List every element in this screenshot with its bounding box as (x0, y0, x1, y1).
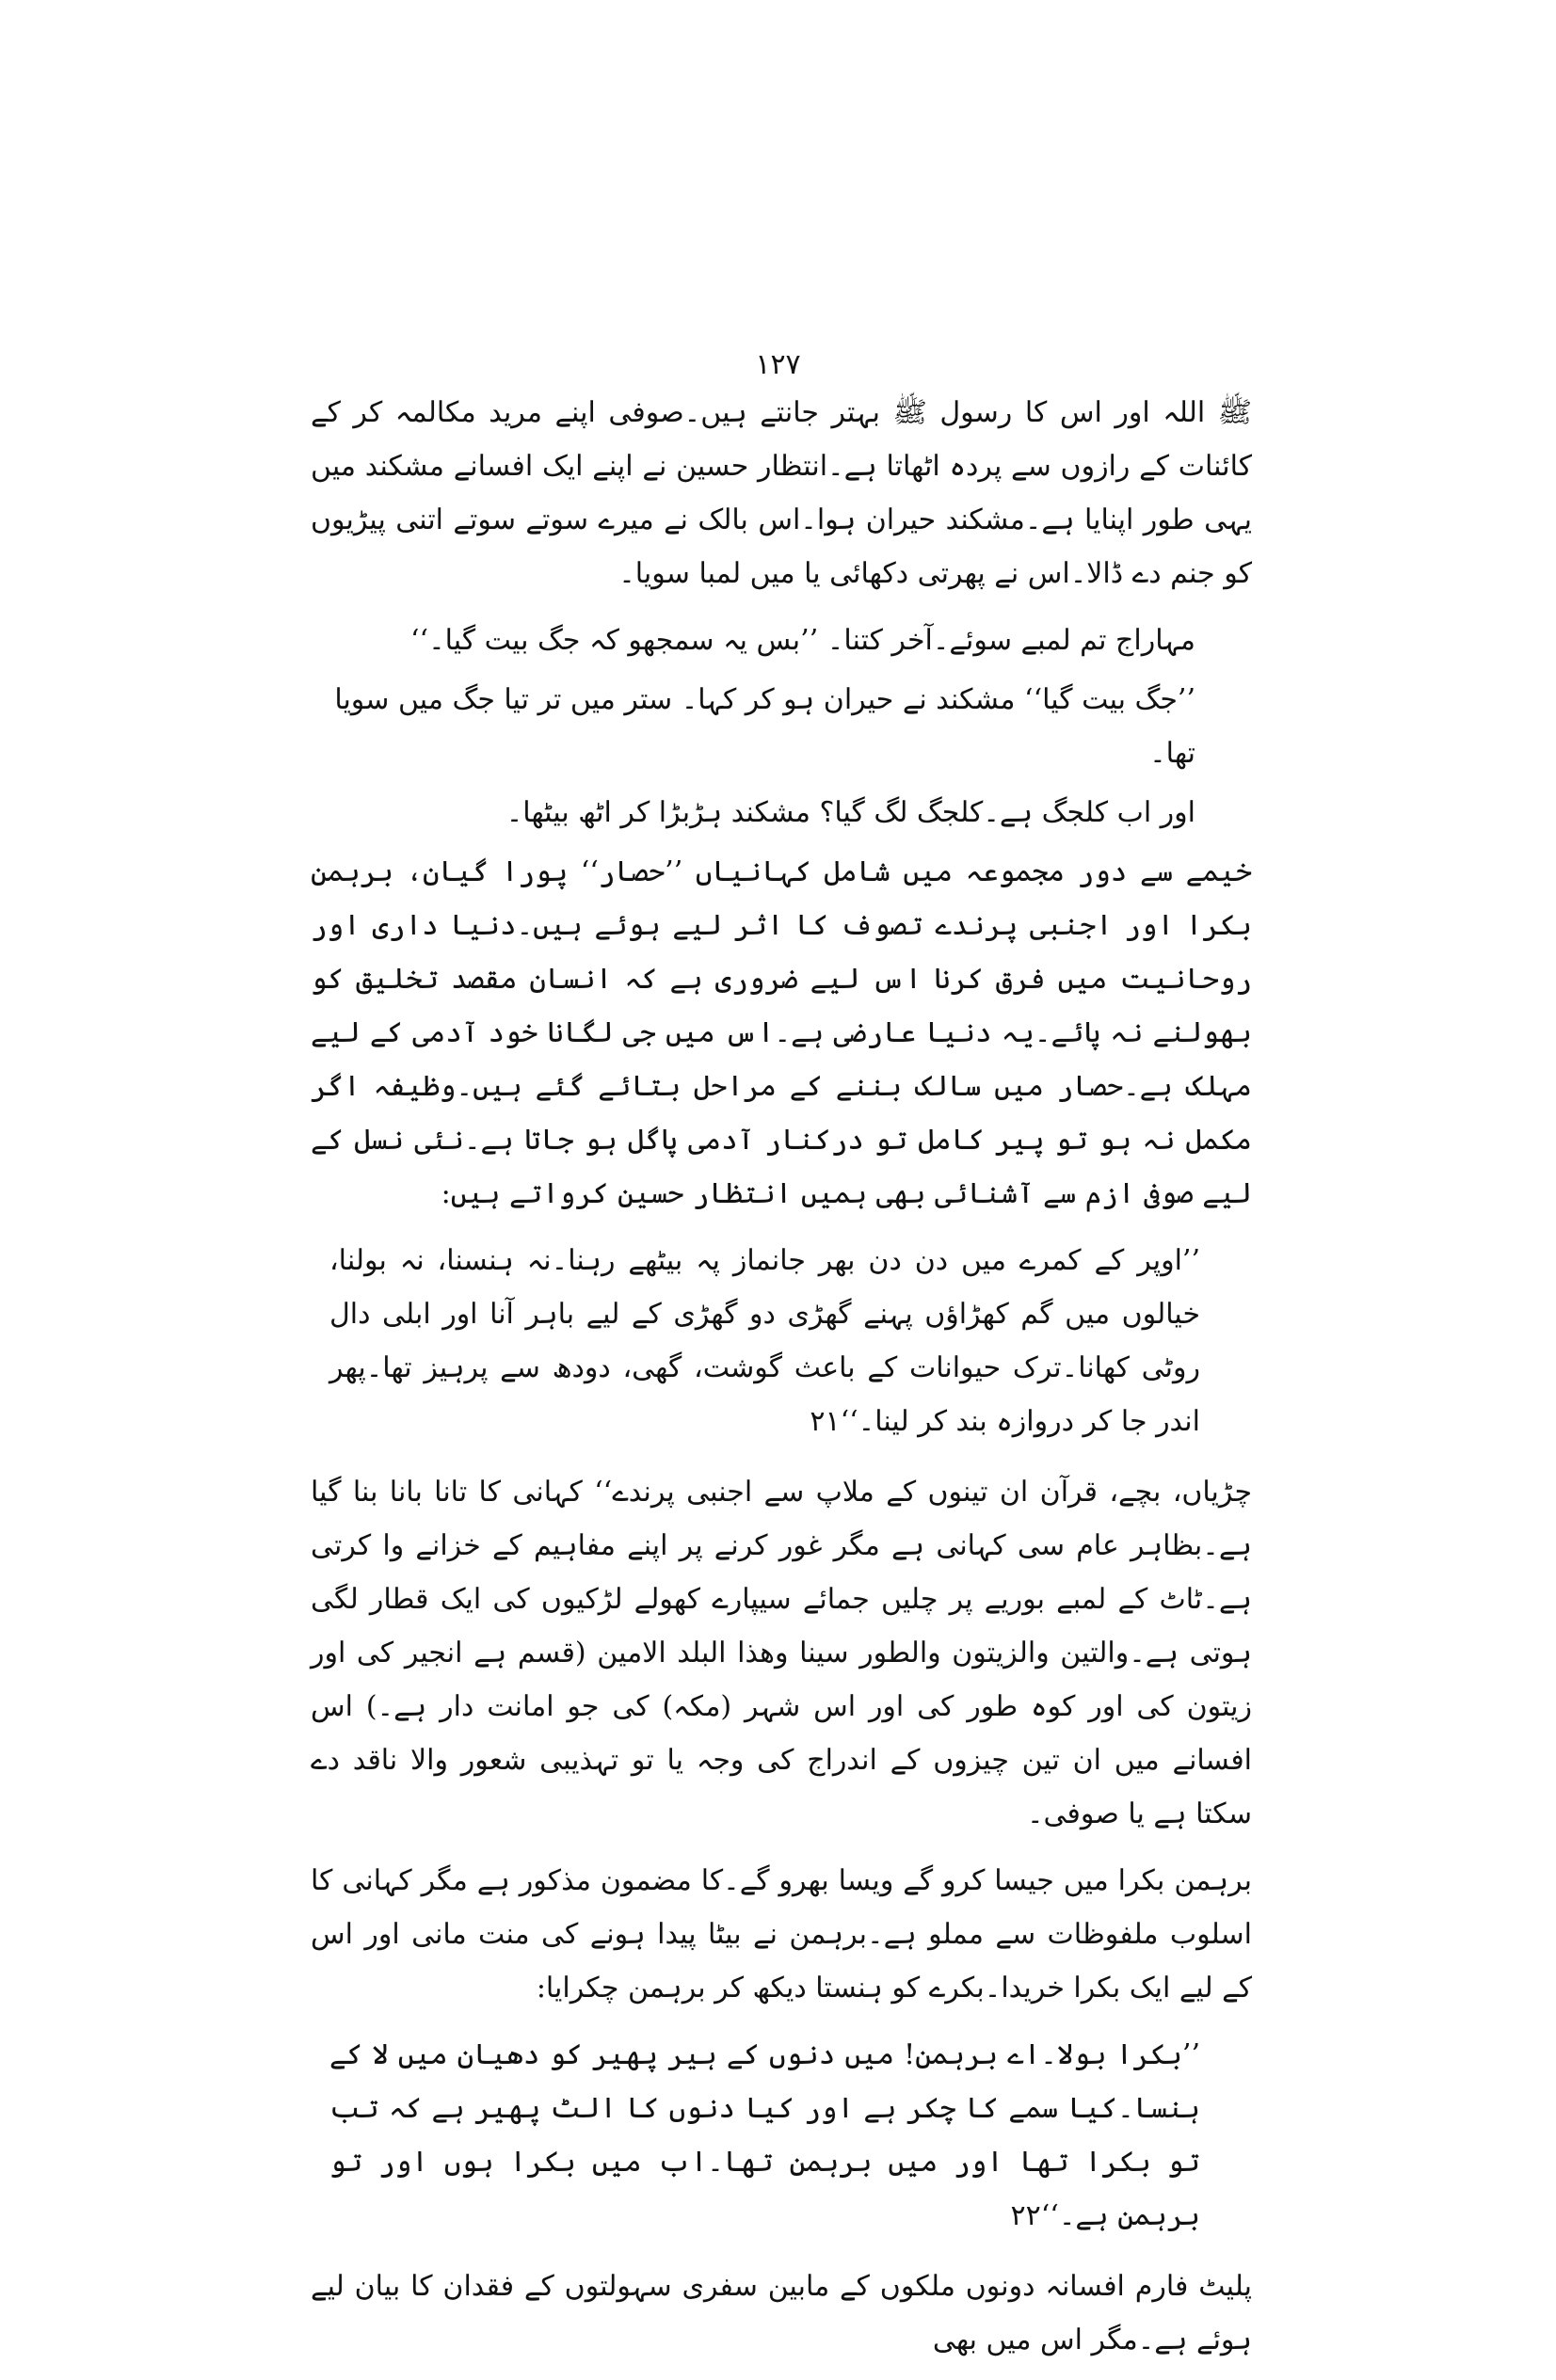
body-paragraph: چڑیاں، بچے، قرآن ان تینوں کے ملاپ سے اجنبی پرندے‘‘ کہانی کا تانا بانا بنا گیا ہے۔بظاہر عام سی کہانی ہے مگر غور کرنے پر اپنے مفاہیم کے خزانے وا کرتی ہے۔ٹاٹ کے لمبے بوریے پر چلیں جمائے سیپارے کھولے لڑکیوں کی ایک قطار لگی ہوتی ہے۔والتین والزیتون والطور سینا وھذا البلد الامین (قسم ہے انجیر کی اور زیتون کی اور کوہ طور کی اور اس شہر (مکہ) کی جو امانت دار ہے۔) اس افسانے میں ان تین چیزوں کے اندراج کی وجہ یا تو تہذیبی شعور والا ناقد دے سکتا ہے یا صوفی۔ (311, 1476, 1252, 1830)
body-paragraph: ﷺ اللہ اور اس کا رسول ﷺ بہتر جانتے ہیں۔صوفی اپنے مرید مکالمہ کر کے کائنات کے رازوں سے پردہ اٹھاتا ہے۔انتظار حسین نے اپنے ایک افسانے مشکند میں یہی طور اپنایا ہے۔مشکند حیران ہوا۔اس بالک نے میرے سوتے سوتے اتنی پیڑیوں کو جنم دے ڈالا۔اس نے پھرتی دکھائی یا میں لمبا سویا۔ (311, 396, 1252, 590)
dialogue-line: اور اب کلجگ ہے۔کلجگ لگ گیا؟ مشکند ہڑبڑا کر اٹھ بیٹھا۔ (505, 796, 1195, 829)
block-quote: ’’بکرا بولا۔اے برہمن! میں دنوں کے ہیر پھیر کو دھیان میں لا کے ہنسا۔کیا سمے کا چکر ہے اور کیا دنوں کا الٹ پھیر ہے کہ تب تو بکرا تھا اور میں برہمن تھا۔اب میں بکرا ہوں اور تو برہمن ہے۔‘‘۲۲ (329, 2038, 1200, 2232)
body-paragraph: خیمے سے دور مجموعہ میں شامل کہانیاں ’’حصار‘‘ پورا گیان، برہمن بکرا اور اجنبی پرندے تصوف کا اثر لیے ہوئے ہیں۔دنیا داری اور روحانیت میں فرق کرنا اس لیے ضروری ہے کہ انسان مقصد تخلیق کو بھولنے نہ پائے۔یہ دنیا عارضی ہے۔اس میں جی لگانا خود آدمی کے لیے مہلک ہے۔حصار میں سالک بننے کے مراحل بتائے گئے ہیں۔وظیفہ اگر مکمل نہ ہو تو پیر کامل تو درکنار آدمی پاگل ہو جاتا ہے۔نئی نسل کے لیے صوفی ازم سے آشنائی بھی ہمیں انتظار حسین کرواتے ہیں: (311, 855, 1252, 1210)
body-paragraph: برہمن بکرا میں جیسا کرو گے ویسا بھرو گے۔کا مضمون مذکور ہے مگر کہانی کا اسلوب ملفوظات سے مملو ہے۔برہمن نے بیٹا پیدا ہونے کی منت مانی اور اس کے لیے ایک بکرا خریدا۔بکرے کو ہنستا دیکھ کر برہمن چکرایا: (311, 1864, 1252, 2005)
dialogue-line: ’’جگ بیت گیا‘‘ مشکند نے حیران ہو کر کہا۔ ستر میں تر تیا جگ میں سویا تھا۔ (334, 683, 1195, 770)
dialogue-line: مہاراج تم لمبے سوئے۔آخر کتنا۔ ’’بس یہ سمجھو کہ جگ بیت گیا۔‘‘ (410, 624, 1195, 657)
body-paragraph: پلیٹ فارم افسانہ دونوں ملکوں کے مابین سفری سہولتوں کے فقدان کا بیان لیے ہوئے ہے۔مگر اس میں بھی (311, 2270, 1252, 2356)
block-quote: ’’اوپر کے کمرے میں دن دن بھر جانماز پہ بیٹھے رہنا۔نہ ہنسنا، نہ بولنا، خیالوں میں گم کھڑاؤں پہنے گھڑی دو گھڑی کے لیے باہر آنا اور ابلی دال روٹی کھانا۔ترک حیوانات کے باعث گوشت، گھی، دودھ سے پرہیز تھا۔پھر اندر جا کر دروازہ بند کر لینا۔‘‘۲۱ (329, 1244, 1200, 1438)
page-body (311, 386, 1252, 2380)
page-number: ۱۲۷ (755, 348, 801, 381)
